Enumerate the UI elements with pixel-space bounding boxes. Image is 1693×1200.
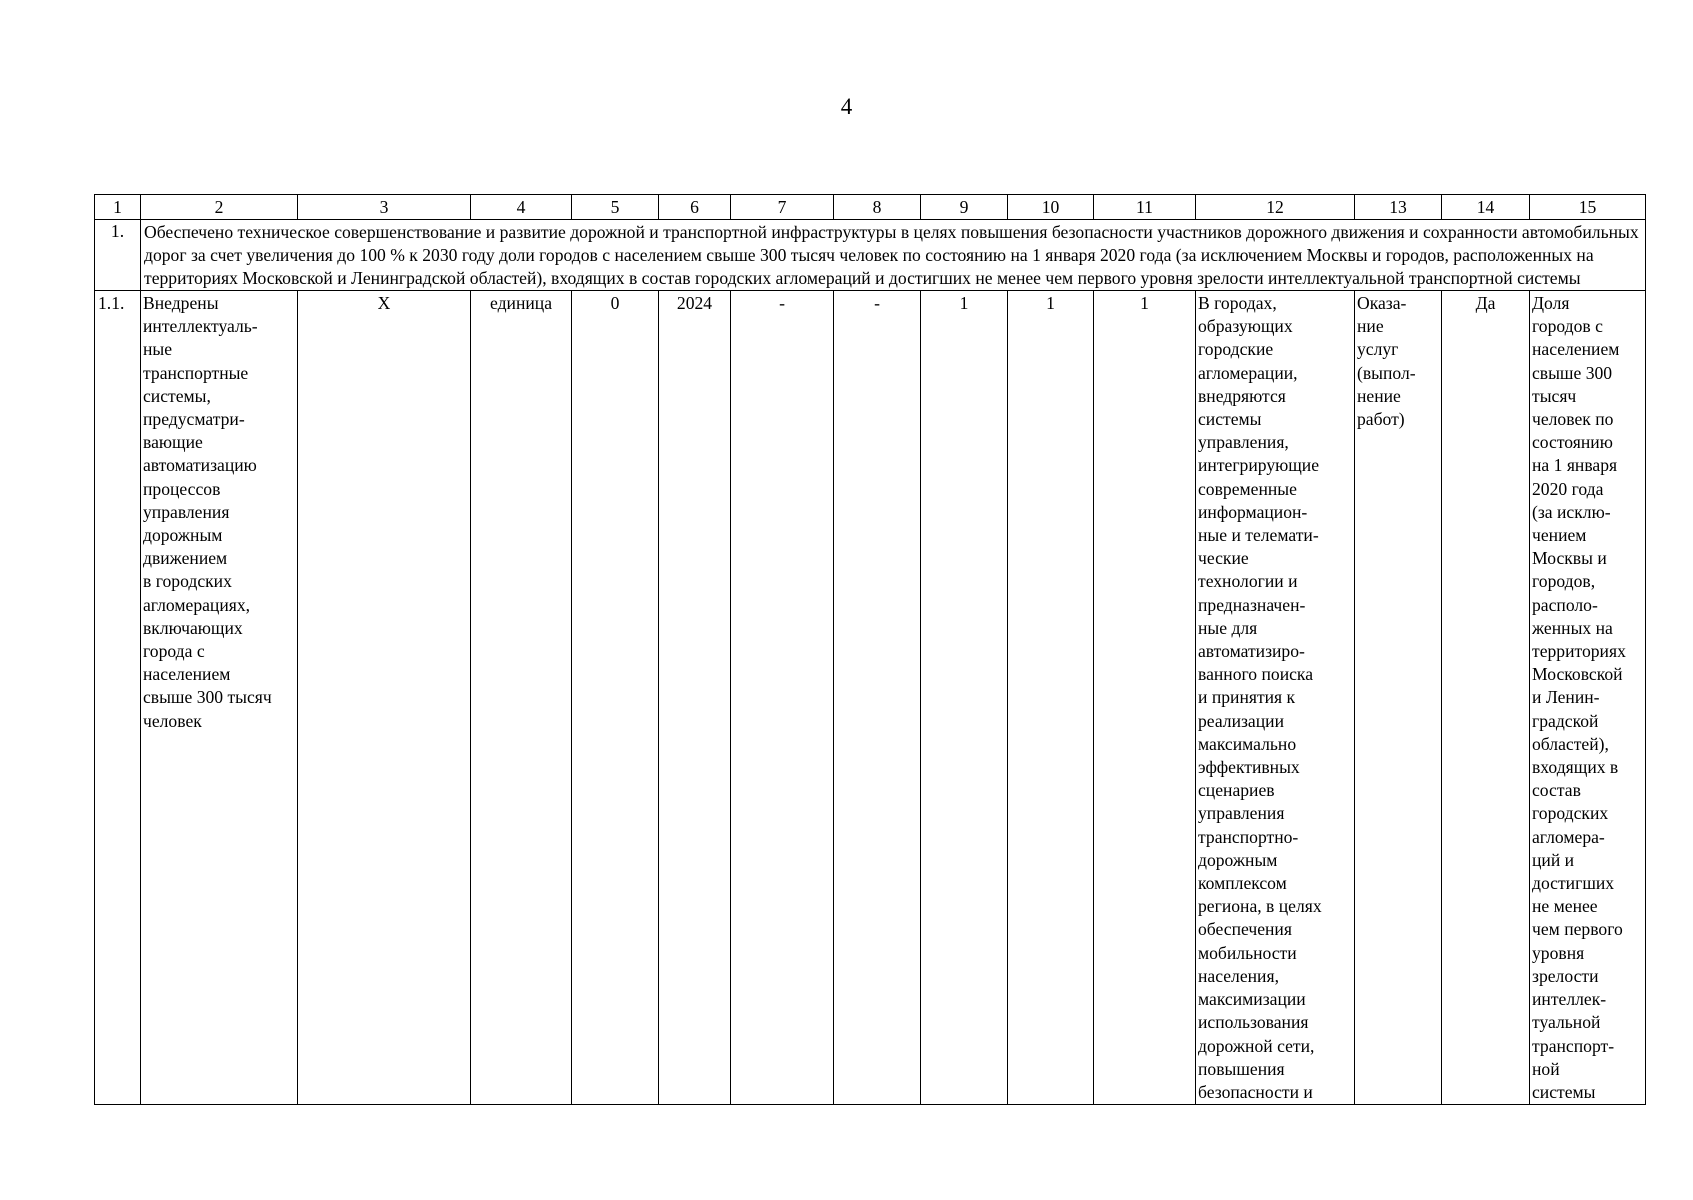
result-type: Оказа- ние услуг (выпол- нение работ)	[1355, 291, 1442, 1105]
table-row	[95, 291, 1646, 1105]
year-cell: 2024	[659, 291, 731, 1105]
column-number: 5	[572, 195, 659, 220]
indicator-table	[94, 194, 1646, 1105]
column-number: 6	[659, 195, 731, 220]
cell-col11: 1	[1094, 291, 1196, 1105]
cell-col3: X	[298, 291, 471, 1105]
unit-cell: единица	[471, 291, 572, 1105]
column-number: 9	[921, 195, 1008, 220]
column-number: 7	[731, 195, 834, 220]
cell-col7: -	[731, 291, 834, 1105]
row-number: 1.1.	[95, 291, 141, 1105]
column-number: 1	[95, 195, 141, 220]
column-number: 8	[834, 195, 921, 220]
column-number: 11	[1094, 195, 1196, 220]
column-number-row	[95, 195, 1646, 220]
column-number: 15	[1530, 195, 1646, 220]
result-name: Внедрены интеллектуаль- ные транспортные системы, предусматри- вающие автоматизацию процессов управления дорожным движением в городских агломерациях, включающих города с населением свыше 300 тысяч человек	[141, 291, 298, 1105]
column-number: 13	[1355, 195, 1442, 220]
section-goal: Обеспечено техническое совершенствование и развитие дорожной и транспортной инфраструктуры в целях повышения безопасности участников дорожного движения и сохранности автомобильных дорог за счет увеличения до 100 % к 2030 году доли городов с населением свыше 300 тысяч человек по состоянию на 1 января 2020 года (за исключением Москвы и городов, расположенных на территориях Московской и Ленинградской областей), входящих в состав городских агломераций и достигших не менее чем первого уровня зрелости интеллектуальной транспортной системы	[141, 220, 1646, 291]
page-number: 4	[840, 94, 853, 119]
column-number: 3	[298, 195, 471, 220]
column-number: 2	[141, 195, 298, 220]
result-description: В городах, образующих городские агломерации, внедряются системы управления, интегрирующие современные информацион- ные и телемати- ческие технологии и предназначен- ные для автоматизиро- ванного поиска и принятия к реализации максимально эффективных сценариев управления транспортно- дорожным комплексом региона, в целях обеспечения мобильности населения, максимизации использования дорожной сети, повышения безопасности и	[1196, 291, 1355, 1105]
section-row	[95, 220, 1646, 291]
cell-col10: 1	[1008, 291, 1094, 1105]
column-number: 10	[1008, 195, 1094, 220]
column-number: 12	[1196, 195, 1355, 220]
column-number: 14	[1442, 195, 1530, 220]
cell-col9: 1	[921, 291, 1008, 1105]
column-number: 4	[471, 195, 572, 220]
linked-indicator: Доля городов с населением свыше 300 тысяч человек по состоянию на 1 января 2020 года (за исклю- чением Москвы и городов, располо- женных на территориях Московской и Ленин- градской областей), входящих в состав городских агломера- ций и достигших не менее чем первого уровня зрелости интеллек- туальной транспорт- ной системы	[1530, 291, 1646, 1105]
section-number: 1.	[95, 220, 141, 291]
cell-col14: Да	[1442, 291, 1530, 1105]
cell-col8: -	[834, 291, 921, 1105]
base-value-cell: 0	[572, 291, 659, 1105]
